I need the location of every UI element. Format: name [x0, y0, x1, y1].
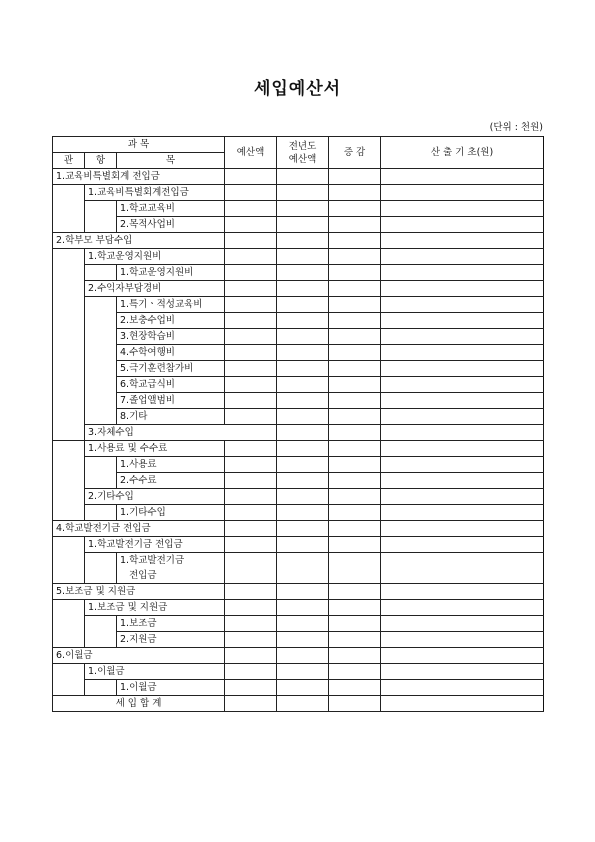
- table-row: [53, 329, 544, 345]
- header-budget: 예산액: [225, 137, 277, 169]
- value-cell: [329, 217, 381, 233]
- value-cell: [329, 345, 381, 361]
- header-basis: 산 출 기 초(원): [381, 137, 544, 169]
- value-cell: [225, 632, 277, 648]
- header-mok: 목: [117, 153, 225, 169]
- table-row: [53, 249, 544, 265]
- value-cell: [381, 616, 544, 632]
- row-label: 1.학교발전기금 전입금: [85, 537, 225, 553]
- header-hang: 항: [85, 153, 117, 169]
- value-cell: [225, 696, 277, 712]
- revenue-budget-table: [52, 136, 544, 712]
- value-cell: [329, 361, 381, 377]
- value-cell: [277, 377, 329, 393]
- table-row: [53, 537, 544, 553]
- value-cell: [225, 233, 277, 249]
- value-cell: [381, 457, 544, 473]
- row-label: 1.학교운영지원비: [85, 249, 225, 265]
- row-label: 1.학교발전기금 전입금: [117, 553, 225, 584]
- row-label: 1.사용료: [117, 457, 225, 473]
- value-cell: [225, 680, 277, 696]
- table-row: [53, 233, 544, 249]
- value-cell: [225, 584, 277, 600]
- table-row: [53, 185, 544, 201]
- value-cell: [329, 537, 381, 553]
- value-cell: [225, 409, 277, 425]
- total-row: [53, 696, 544, 712]
- value-cell: [329, 696, 381, 712]
- value-cell: [277, 696, 329, 712]
- table-row: [53, 664, 544, 680]
- header-change: 증 감: [329, 137, 381, 169]
- unit-label: (단위 : 천원): [489, 122, 543, 133]
- table-row: [53, 361, 544, 377]
- value-cell: [381, 425, 544, 441]
- header-prev-year: 전년도 예산액: [277, 137, 329, 169]
- value-cell: [329, 265, 381, 281]
- header-gwan: 관: [53, 153, 85, 169]
- value-cell: [329, 648, 381, 664]
- table-row: [53, 505, 544, 521]
- value-cell: [225, 281, 277, 297]
- row-label: 7.졸업앨범비: [117, 393, 225, 409]
- value-cell: [277, 345, 329, 361]
- value-cell: [277, 265, 329, 281]
- value-cell: [225, 441, 277, 457]
- value-cell: [381, 664, 544, 680]
- row-label: 1.교육비특별회계 전입금: [53, 169, 225, 185]
- value-cell: [277, 233, 329, 249]
- value-cell: [277, 680, 329, 696]
- value-cell: [277, 441, 329, 457]
- value-cell: [225, 553, 277, 584]
- row-label: 6.학교급식비: [117, 377, 225, 393]
- value-cell: [329, 201, 381, 217]
- value-cell: [277, 409, 329, 425]
- table-row: [53, 584, 544, 600]
- value-cell: [277, 361, 329, 377]
- value-cell: [277, 201, 329, 217]
- value-cell: [225, 648, 277, 664]
- value-cell: [329, 521, 381, 537]
- table-row: [53, 345, 544, 361]
- value-cell: [225, 201, 277, 217]
- value-cell: [381, 553, 544, 584]
- value-cell: [329, 185, 381, 201]
- page-title: 세입예산서: [253, 79, 342, 99]
- value-cell: [381, 233, 544, 249]
- value-cell: [329, 233, 381, 249]
- table-row: [53, 217, 544, 233]
- value-cell: [225, 600, 277, 616]
- value-cell: [381, 297, 544, 313]
- table-row: [53, 281, 544, 297]
- value-cell: [225, 473, 277, 489]
- value-cell: [329, 281, 381, 297]
- value-cell: [329, 473, 381, 489]
- value-cell: [225, 505, 277, 521]
- value-cell: [277, 553, 329, 584]
- row-label: 2.수수료: [117, 473, 225, 489]
- table-row: [53, 393, 544, 409]
- value-cell: [381, 505, 544, 521]
- value-cell: [225, 664, 277, 680]
- row-label: 2.지원금: [117, 632, 225, 648]
- table-row: [53, 441, 544, 457]
- value-cell: [381, 201, 544, 217]
- row-label: 6.이월금: [53, 648, 225, 664]
- value-cell: [277, 505, 329, 521]
- value-cell: [225, 345, 277, 361]
- value-cell: [329, 632, 381, 648]
- row-label: 2.수익자부담경비: [85, 281, 225, 297]
- value-cell: [277, 281, 329, 297]
- row-label: 1.학교운영지원비: [117, 265, 225, 281]
- row-label: 3.자체수입: [85, 425, 277, 441]
- row-label: 2.보충수업비: [117, 313, 225, 329]
- table-row: [53, 409, 544, 425]
- table-row: [53, 457, 544, 473]
- table-row: [53, 489, 544, 505]
- value-cell: [225, 185, 277, 201]
- value-cell: [225, 361, 277, 377]
- value-cell: [329, 489, 381, 505]
- value-cell: [277, 473, 329, 489]
- value-cell: [225, 393, 277, 409]
- row-label: 1.기타수입: [117, 505, 225, 521]
- value-cell: [329, 441, 381, 457]
- table-row: [53, 201, 544, 217]
- value-cell: [225, 521, 277, 537]
- value-cell: [225, 297, 277, 313]
- row-label: 2.학부모 부담수입: [53, 233, 225, 249]
- value-cell: [329, 616, 381, 632]
- value-cell: [381, 584, 544, 600]
- value-cell: [329, 600, 381, 616]
- value-cell: [329, 377, 381, 393]
- value-cell: [225, 457, 277, 473]
- value-cell: [381, 489, 544, 505]
- table-row: [53, 600, 544, 616]
- value-cell: [329, 457, 381, 473]
- table-row: [53, 473, 544, 489]
- row-label: 1.이월금: [85, 664, 225, 680]
- table-row: [53, 265, 544, 281]
- row-label: 1.보조금 및 지원금: [85, 600, 225, 616]
- value-cell: [329, 297, 381, 313]
- value-cell: [277, 489, 329, 505]
- table-row: [53, 632, 544, 648]
- table-row: [53, 648, 544, 664]
- value-cell: [381, 521, 544, 537]
- value-cell: [329, 425, 381, 441]
- table-row: [53, 553, 544, 584]
- value-cell: [329, 249, 381, 265]
- row-label: 1.학교교육비: [117, 201, 225, 217]
- value-cell: [381, 393, 544, 409]
- value-cell: [329, 664, 381, 680]
- row-label: 5.보조금 및 지원금: [53, 584, 225, 600]
- value-cell: [381, 648, 544, 664]
- row-label: 8.기타: [117, 409, 225, 425]
- value-cell: [277, 648, 329, 664]
- row-label: 1.사용료 및 수수료: [85, 441, 225, 457]
- row-label: 4.수학여행비: [117, 345, 225, 361]
- value-cell: [277, 457, 329, 473]
- value-cell: [225, 329, 277, 345]
- value-cell: [381, 329, 544, 345]
- value-cell: [277, 425, 329, 441]
- value-cell: [277, 664, 329, 680]
- value-cell: [381, 632, 544, 648]
- value-cell: [381, 409, 544, 425]
- value-cell: [381, 217, 544, 233]
- row-label: 1.보조금: [117, 616, 225, 632]
- row-label: 3.현장학습비: [117, 329, 225, 345]
- value-cell: [329, 329, 381, 345]
- value-cell: [381, 600, 544, 616]
- value-cell: [381, 249, 544, 265]
- table-row: [53, 313, 544, 329]
- value-cell: [381, 185, 544, 201]
- table-row: [53, 169, 544, 185]
- value-cell: [277, 249, 329, 265]
- row-label: 1.이월금: [117, 680, 225, 696]
- value-cell: [277, 217, 329, 233]
- value-cell: [277, 185, 329, 201]
- value-cell: [225, 313, 277, 329]
- value-cell: [381, 281, 544, 297]
- value-cell: [277, 313, 329, 329]
- total-label: 세 입 합 계: [53, 696, 225, 712]
- value-cell: [381, 313, 544, 329]
- value-cell: [381, 377, 544, 393]
- row-label: 5.극기훈련참가비: [117, 361, 225, 377]
- header-gwamok: 과 목: [53, 137, 225, 153]
- value-cell: [329, 680, 381, 696]
- value-cell: [277, 393, 329, 409]
- value-cell: [277, 584, 329, 600]
- value-cell: [381, 265, 544, 281]
- value-cell: [225, 616, 277, 632]
- value-cell: [225, 537, 277, 553]
- value-cell: [277, 329, 329, 345]
- value-cell: [329, 584, 381, 600]
- table-row: [53, 680, 544, 696]
- value-cell: [277, 600, 329, 616]
- value-cell: [225, 217, 277, 233]
- row-label: 2.목적사업비: [117, 217, 225, 233]
- value-cell: [381, 361, 544, 377]
- value-cell: [381, 473, 544, 489]
- value-cell: [225, 489, 277, 505]
- value-cell: [277, 632, 329, 648]
- value-cell: [277, 521, 329, 537]
- value-cell: [277, 616, 329, 632]
- value-cell: [329, 505, 381, 521]
- value-cell: [381, 680, 544, 696]
- value-cell: [329, 313, 381, 329]
- value-cell: [329, 553, 381, 584]
- table-row: [53, 377, 544, 393]
- value-cell: [381, 537, 544, 553]
- value-cell: [225, 249, 277, 265]
- value-cell: [277, 297, 329, 313]
- value-cell: [225, 265, 277, 281]
- row-label: 2.기타수입: [85, 489, 225, 505]
- value-cell: [225, 377, 277, 393]
- table-row: [53, 521, 544, 537]
- table-row: [53, 425, 544, 441]
- table-row: [53, 616, 544, 632]
- value-cell: [381, 441, 544, 457]
- value-cell: [381, 345, 544, 361]
- value-cell: [381, 696, 544, 712]
- row-label: 1.특기ㆍ적성교육비: [117, 297, 225, 313]
- value-cell: [329, 393, 381, 409]
- table-row: [53, 297, 544, 313]
- value-cell: [329, 409, 381, 425]
- row-label: 4.학교발전기금 전입금: [53, 521, 225, 537]
- value-cell: [277, 537, 329, 553]
- row-label: 1.교육비특별회계전입금: [85, 185, 225, 201]
